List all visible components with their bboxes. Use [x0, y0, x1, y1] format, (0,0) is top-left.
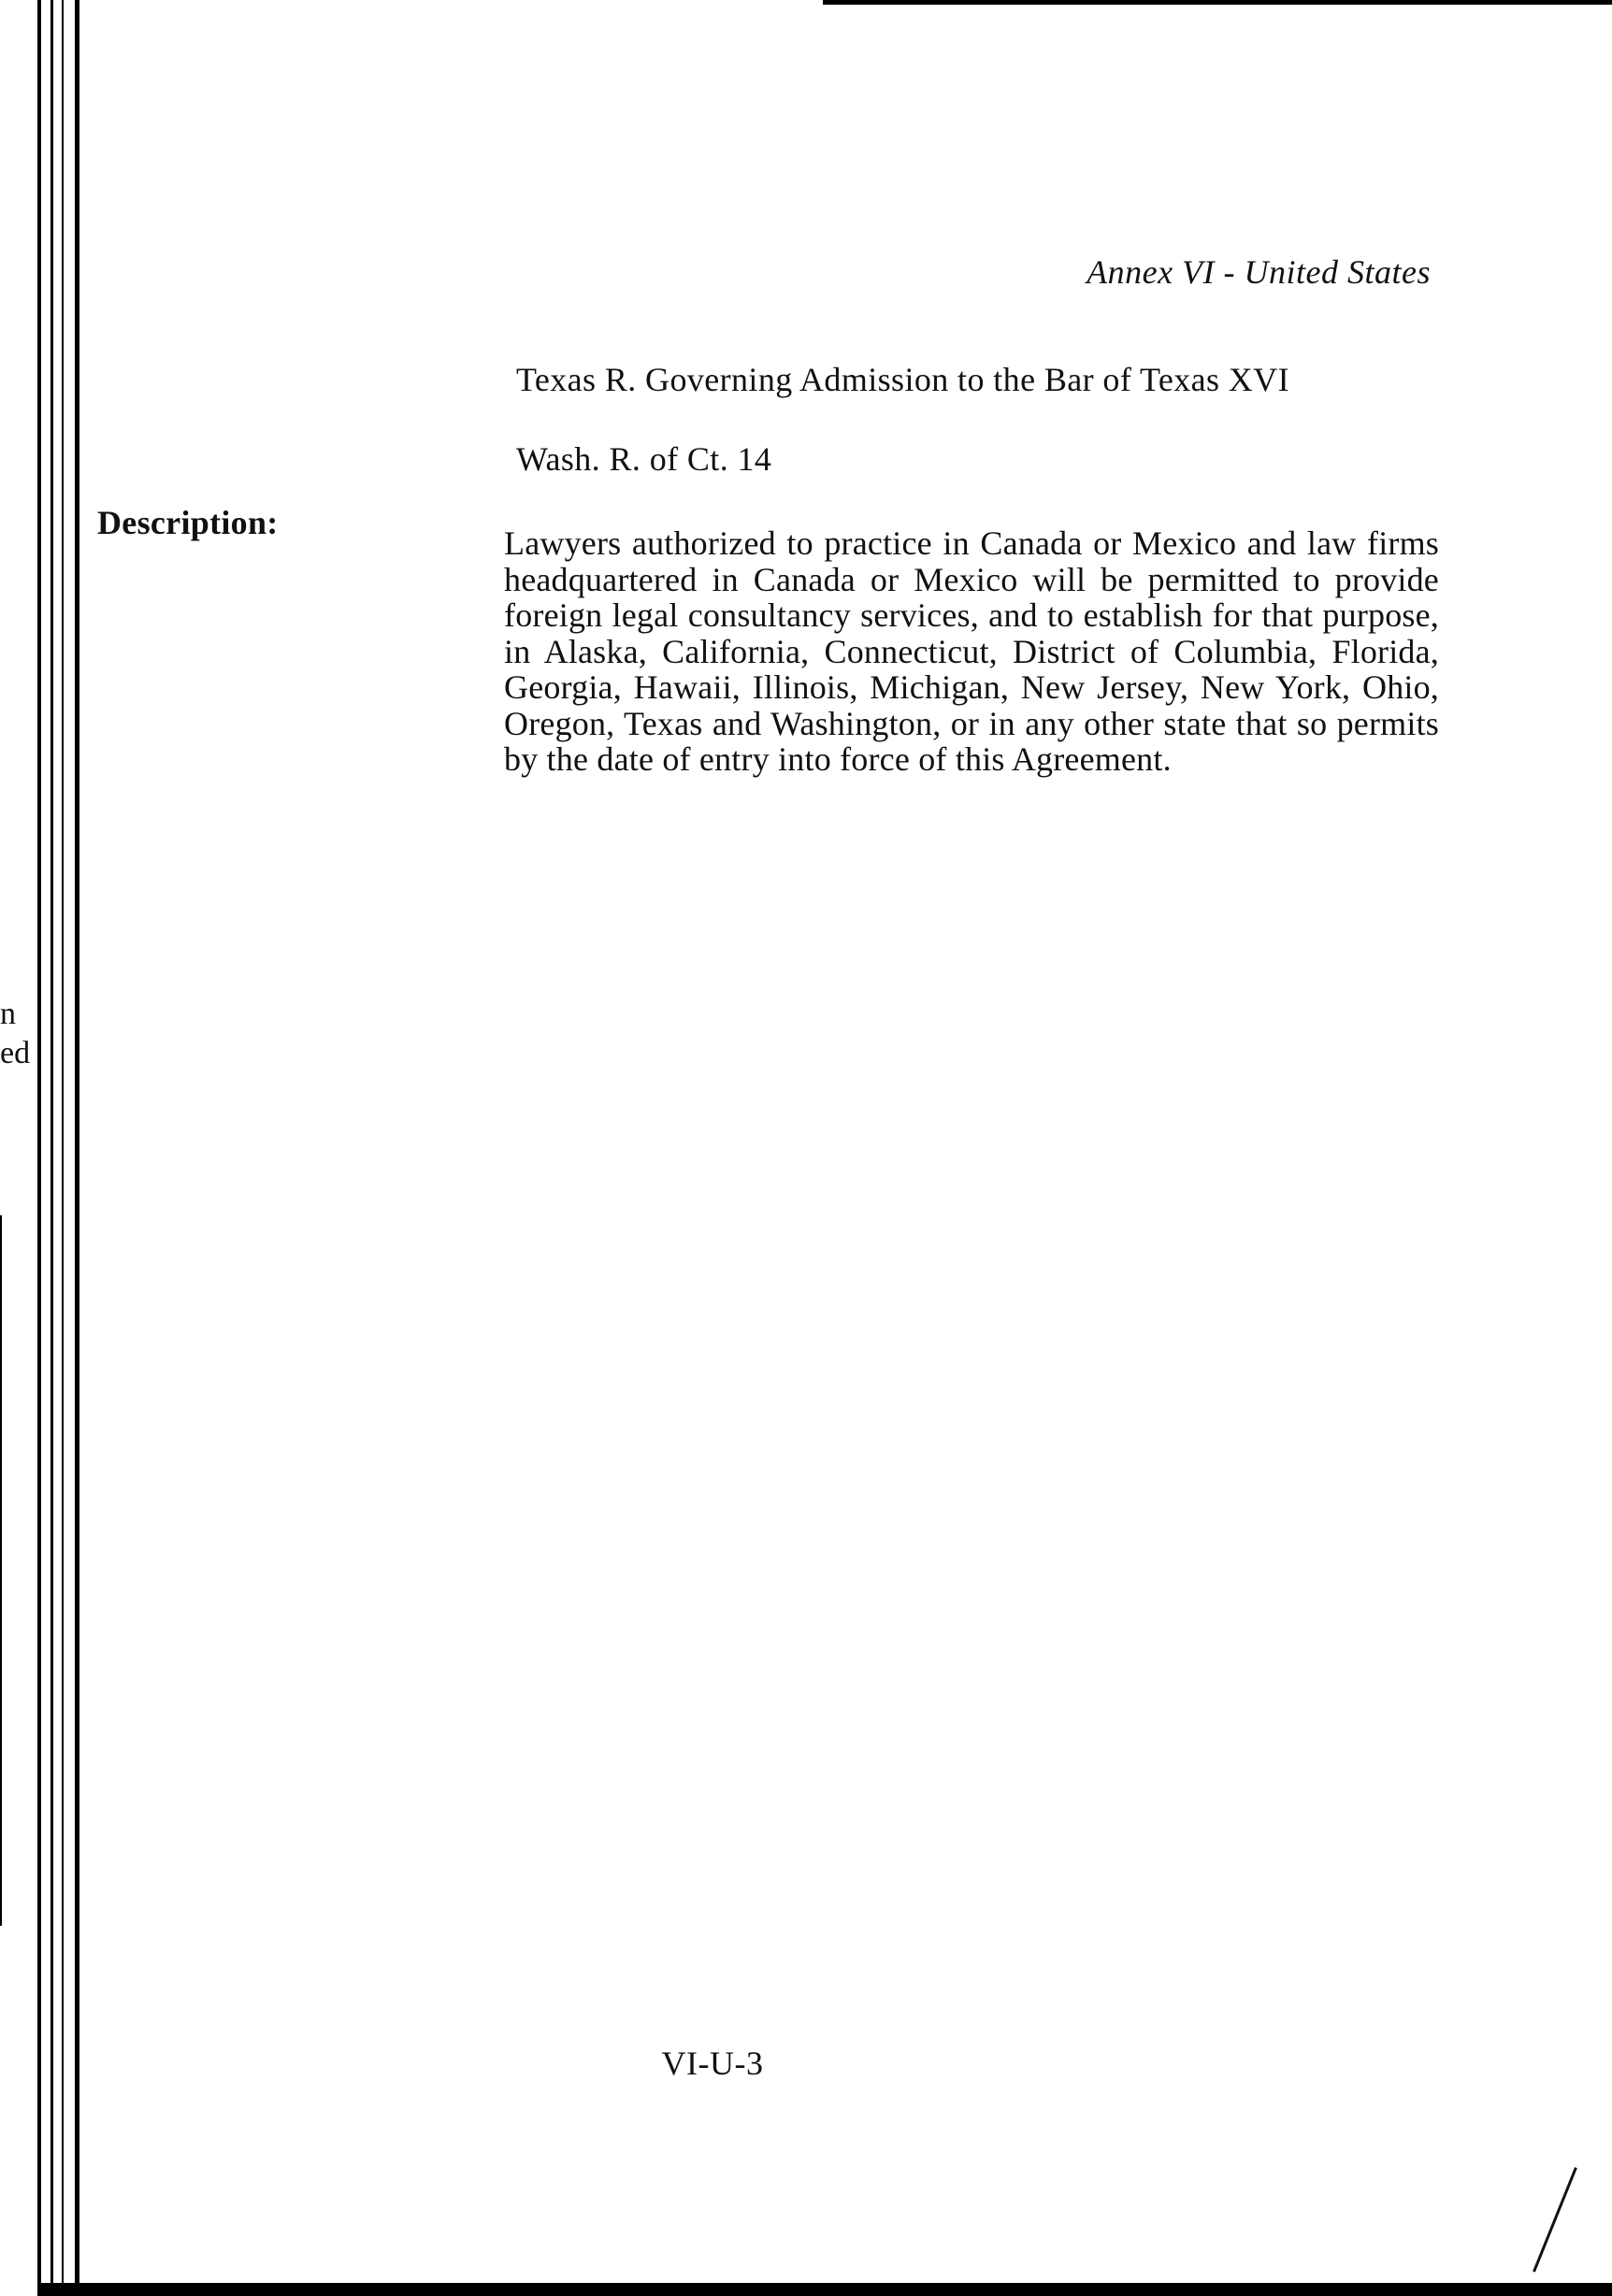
binding-edge-line [75, 0, 79, 2296]
citation-washington: Wash. R. of Ct. 14 [516, 440, 772, 478]
adjacent-page-margin [0, 1215, 39, 1926]
scan-bottom-edge [37, 2283, 1612, 2296]
running-header: Annex VI - United States [1087, 253, 1431, 291]
bleed-text-line: ed [0, 1036, 31, 1070]
binding-edge-line [50, 0, 53, 2296]
pen-mark [1533, 2167, 1577, 2272]
bleed-text-line: n [0, 997, 16, 1031]
binding-edge-line [37, 0, 41, 2296]
description-label: Description: [97, 504, 279, 541]
description-text: Lawyers authorized to practice in Canada or Mexico and law firms headquartered in Canada or Mexico will be permitted to provide foreign legal consultancy services, and to establish for that purpose, in Alaska, California, Connecticut, District of Columbia, Florida, Georgia, Hawaii, Illinois, Michigan, New Jersey, New York, Ohio, Oregon, Texas and Washington, or in any other state that so permits by the date of entry into force of this Agreement. [504, 524, 1439, 778]
citation-texas: Texas R. Governing Admission to the Bar of Texas XVI [516, 361, 1289, 398]
scan-top-edge [823, 0, 1612, 5]
page-number: VI-U-3 [661, 2045, 764, 2082]
binding-edge-line [62, 0, 64, 2296]
